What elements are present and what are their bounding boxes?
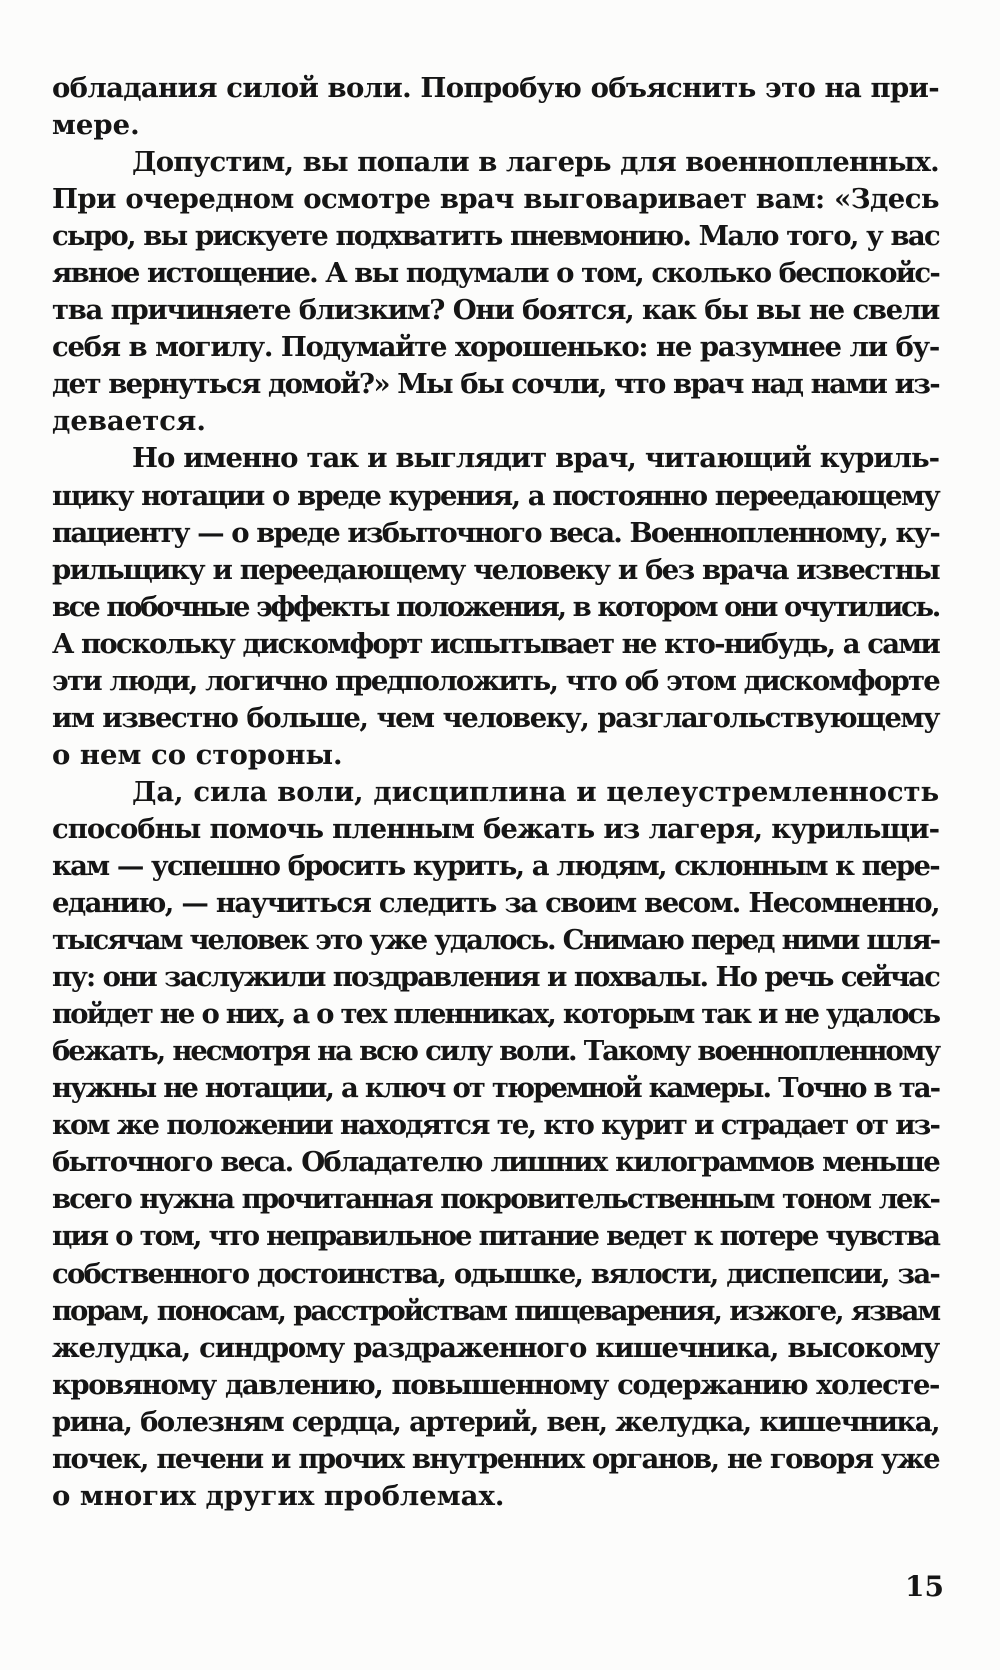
text-line: всего нужна прочитанная покровительственным тоном лек- [52,1183,939,1216]
text-line: мере. [52,109,140,142]
text-line: пациенту — о вреде избыточного веса. Военнопленному, ку- [52,516,939,549]
text-line: А поскольку дискомфорт испытывает не кто-нибудь, а сами [52,627,939,660]
text-line: о многих других проблемах. [52,1479,505,1512]
text-line: все побочные эффекты положения, в котором они очутились. [52,590,939,623]
text-line: собственного достоинства, одышке, вялости, диспепсии, за- [52,1257,939,1290]
text-line: рина, болезням сердца, артерий, вен, желудка, кишечника, [52,1405,939,1438]
text-line: обладания силой воли. Попробую объяснить это на при- [52,72,939,104]
text-line: сыро, вы рискуете подхватить пневмонию. Мало того, у вас [52,220,939,253]
text-line: нужны не нотации, а ключ от тюремной камеры. Точно в та- [52,1072,939,1105]
text-line: почек, печени и прочих внутренних органов, не говоря уже [52,1442,939,1475]
text-line: кровяному давлению, повышенному содержанию холесте- [52,1368,939,1401]
text-line: тва причиняете близким? Они боятся, как бы вы не свели [52,294,939,327]
text-line: рильщику и переедающему человеку и без врача известны [52,553,939,586]
text-line: быточного веса. Обладателю лишних килограммов меньше [52,1146,939,1179]
text-line: явное истощение. А вы подумали о том, сколько беспокойс- [52,257,939,290]
text-line: о нем со стороны. [52,738,343,771]
text-line: им известно больше, чем человеку, разглагольствующему [52,701,939,734]
text-line: пу: они заслужили поздравления и похвалы. Но речь сейчас [52,961,939,994]
text-line: порам, поносам, расстройствам пищеварения, изжоге, язвам [52,1294,939,1327]
text-line: эти люди, логично предположить, что об этом дискомфорте [52,664,939,697]
text-line: еданию, — научиться следить за своим весом. Несомненно, [52,887,939,920]
text-line: себя в могилу. Подумайте хорошенько: не разумнее ли бу- [52,331,939,364]
text-line: дет вернуться домой?» Мы бы сочли, что врач над нами из- [52,368,939,401]
text-line: кам — успешно бросить курить, а людям, склонным к пере- [52,849,939,882]
text-line: Допустим, вы попали в лагерь для военнопленных. [132,146,939,179]
text-line: Но именно так и выглядит врач, читающий куриль- [132,442,939,475]
text-line: щику нотации о вреде курения, а постоянно переедающему [52,479,939,512]
text-line: ция о том, что неправильное питание ведет к потере чувства [52,1220,939,1253]
page-number: 15 [905,1570,944,1603]
text-line: При очередном осмотре врач выговаривает вам: «Здесь [52,183,939,216]
text-line: тысячам человек это уже удалось. Снимаю перед ними шля- [52,924,939,957]
text-line: девается. [52,405,206,438]
text-line: пойдет не о них, а о тех пленниках, которым так и не удалось [52,998,939,1031]
text-line: Да, сила воли, дисциплина и целеустремленность [132,775,939,808]
text-line: бежать, несмотря на всю силу воли. Такому военнопленному [52,1035,939,1068]
text-line: способны помочь пленным бежать из лагеря, курильщи- [52,812,939,845]
text-line: желудка, синдрому раздраженного кишечника, высокому [52,1331,939,1364]
body-text [52,70,939,1515]
text-line: ком же положении находятся те, кто курит и страдает от из- [52,1109,939,1142]
